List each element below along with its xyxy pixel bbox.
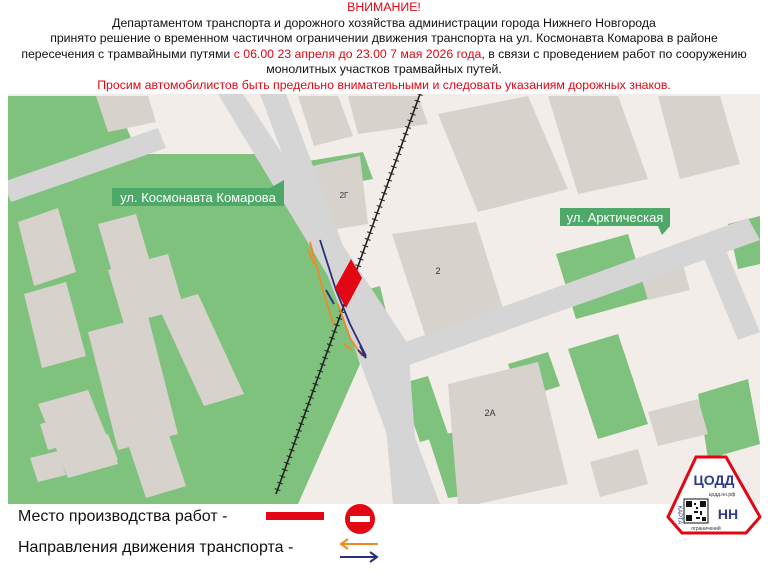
- street-label-arkticheskaya-text: ул. Арктическая: [566, 210, 664, 225]
- legend: [0, 500, 768, 576]
- codd-logo-vertical-text: КАРТА: [676, 505, 682, 525]
- notice-period: с 06.00 23 апреля до 23.00 7 мая 2026 года: [233, 46, 482, 61]
- legend-traffic-direction-label: Направления движения транспорта -: [18, 539, 294, 556]
- no-entry-sign-icon: [344, 503, 376, 535]
- codd-logo-graphic: [666, 455, 762, 535]
- notice-block: [0, 0, 768, 92]
- notice-line-4: монолитных участков трамвайных путей.: [266, 62, 502, 77]
- notice-line-3: [0, 47, 768, 63]
- map: [8, 94, 760, 504]
- notice-line-3-end: , в связи с проведением работ по сооружению: [481, 46, 747, 61]
- codd-logo-city: НН: [717, 506, 739, 522]
- notice-title: ВНИМАНИЕ!: [347, 0, 421, 14]
- street-label-komarova-text: ул. Космонавта Комарова: [120, 190, 276, 205]
- building-label-2g: 2Г: [339, 191, 349, 200]
- map-canvas: [8, 94, 760, 504]
- traffic-direction-arrows-icon: [336, 538, 382, 564]
- work-site-bar-icon: [266, 510, 326, 522]
- notice-line-1: Департаментом транспорта и дорожного хозяйства администрации города Нижнего Новгорода: [112, 15, 656, 30]
- qr-code-icon: [684, 499, 708, 523]
- notice-line-2: принято решение о временном частичном ограничении движения транспорта на ул. Космонавта Комарова в районе: [50, 31, 718, 46]
- legend-work-site-label: Место производства работ -: [18, 508, 228, 525]
- notice-warning: Просим автомобилистов быть предельно внимательными и следовать указаниям дорожных знаков.: [97, 77, 671, 92]
- building-label-2a: 2А: [484, 408, 496, 418]
- building-label-2: 2: [435, 266, 441, 276]
- notice-line-3-start: пересечения с трамвайными путями: [21, 46, 234, 61]
- codd-logo: [666, 455, 762, 535]
- codd-logo-brand: ЦОДД: [693, 472, 735, 488]
- codd-logo-subtitle: цодд.нн.рф: [708, 492, 736, 498]
- codd-logo-bottom-text: ограничений: [691, 526, 721, 532]
